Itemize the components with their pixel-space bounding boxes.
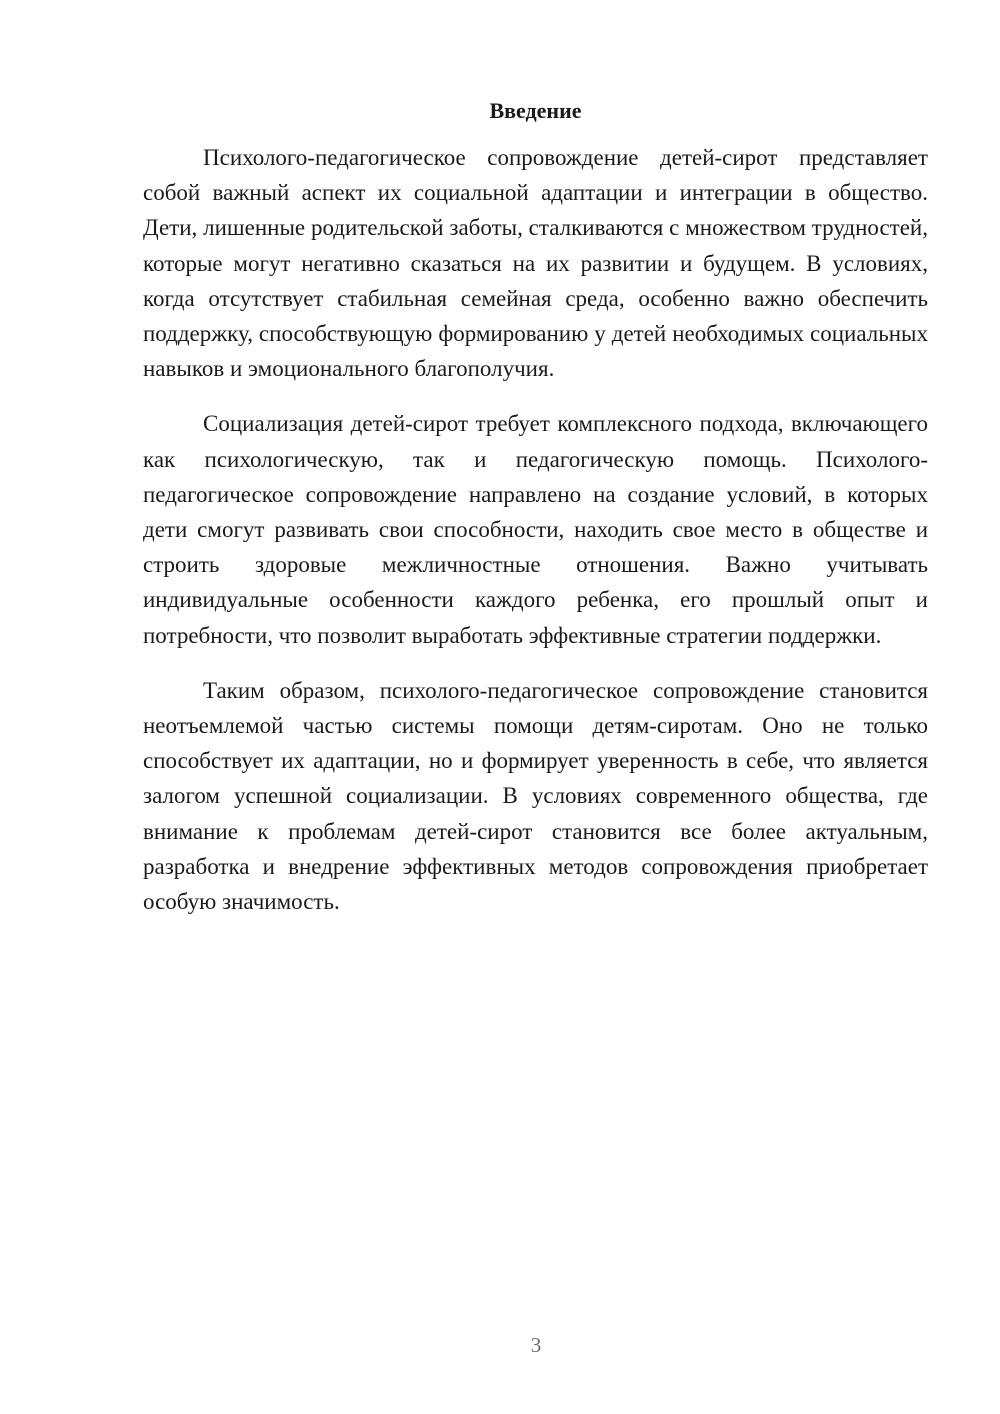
page-content bbox=[143, 96, 928, 919]
paragraph-3: Таким образом, психолого-педагогическое сопровождение становится неотъемлемой частью системы помощи детям-сиротам. Оно не только способствует их адаптации, но и формирует уверенность в себе, что является залогом успешной социализации. В условиях современного общества, где внимание к проблемам детей-сирот становится все более актуальным, разработка и внедрение эффективных методов сопровождения приобретает особую значимость. bbox=[143, 677, 928, 915]
paragraph-1: Психолого-педагогическое сопровождение детей-сирот представляет собой важный аспект их социальной адаптации и интеграции в общество. Дети, лишенные родительской заботы, сталкиваются с множеством трудностей, которые могут негативно сказаться на их развитии и будущем. В условиях, когда отсутствует стабильная семейная среда, особенно важно обеспечить поддержку, способствующую формированию у детей необходимых социальных навыков и эмоционального благополучия. bbox=[143, 145, 928, 382]
page-number: 3 bbox=[530, 1333, 542, 1357]
section-heading: Введение bbox=[489, 98, 582, 123]
paragraph-2: Социализация детей-сирот требует комплексного подхода, включающего как психологическую, так и педагогическую помощь. Психолого-педагогическое сопровождение направлено на создание условий, в которых дети смогут развивать свои способности, находить свое место в обществе и строить здоровые межличностные отношения. Важно учитывать индивидуальные особенности каждого ребенка, его прошлый опыт и потребности, что позволит выработать эффективные стратегии поддержки. bbox=[143, 411, 928, 648]
